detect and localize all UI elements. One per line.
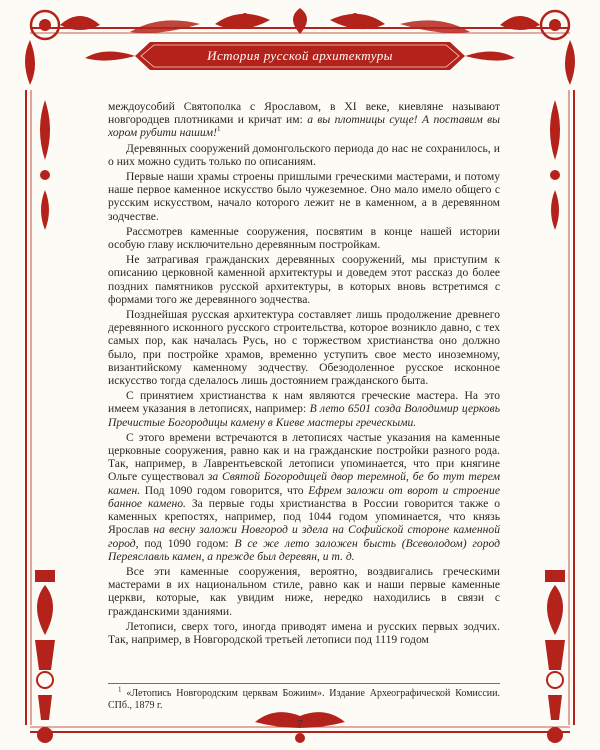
running-header-title: История русской архитектуры (207, 48, 393, 63)
paragraph: междоусобий Святополка с Ярославом, в XI веке, киевляне называют новгородцев плотниками и кричат им: а вы плотницы суще! А поставим вы хором рубити нашим!$^1$ (108, 100, 500, 140)
left-column-ornament (35, 100, 55, 720)
footnote (108, 683, 500, 712)
paragraph: Деревянных сооружений домонгольского периода до нас не сохранилось, и о них можно судить только по описаниям. (108, 141, 500, 168)
footnote-mark: 1 (118, 685, 122, 694)
top-crest-ornament (130, 8, 470, 34)
right-column-ornament (545, 100, 565, 720)
paragraph: С принятием христианства к нам являются греческие мастера. На это имеем указания в летописях, например: В лето 6501 созда Володимир церковь Пречистые Богородицы камену в Киеве мастеры греческыми. (108, 389, 500, 429)
paragraph: С этого времени встречаются в летописях частые указания на каменные церковные сооружения, равно как и на гражданские постройки разного рода. Так, например, в Лаврентьевской летописи упоминается, что при княгине Ольге существовал за Святой Богородицей двор теремной, бе бо тут терем камен. Под 1090 годом говорится, что Ефрем заложи от ворот и строение банное камено. За первые годы христианства в России говорится также о каменных крепостях, например, под 1044 годом упоминается, что князь Ярослав на весну заложи Новгород и здела на Софийской стороне каменной город, под 1090 годом: В се же лето заложен бысть (Всеволодом) город Переяславль камен, а прежде был деревян, и т. д. (108, 430, 501, 563)
footnote-text: «Летопись Новгородским церквам Божиим». Издание Археографической Комиссии. СПб., 1879 г. (108, 688, 500, 711)
page-number: 7 (297, 718, 303, 730)
paragraph: Позднейшая русская архитектура составляет лишь продолжение древнего деревянного исконного русского строительства, которое возникло давно, с тех самых пор, как началась Русь, но с торжеством христианства оно должно было, при постройке храмов, временно уступить свое место иноземному, византийскому каменному зодчеству. Обезодоленное русское исконное искусство тогда сделалось лишь достоянием гражданского быта. (108, 308, 500, 388)
main-text (108, 100, 500, 646)
paragraph: Первые наши храмы строены пришлыми греческими мастерами, и потому наше первое каменное искусство было чужеземное. Оно мало имело общего с русским искусством, начало которого лежит не в каменном, а в деревянном зодчестве. (108, 170, 500, 223)
footnote-reference: 1 (216, 125, 221, 134)
paragraph: Не затрагивая гражданских деревянных сооружений, мы приступим к описанию церковной каменной архитектуры и доведем этот рассказ до более поздних памятников русской архитектуры, в которых вновь встретимся с формами того же деревянного зодчества. (108, 253, 500, 306)
paragraph: Рассмотрев каменные сооружения, посвятим в конце нашей истории особую главу исключительно деревянным постройкам. (108, 224, 500, 252)
paragraph: Летописи, сверх того, иногда приводят имена и русских первых зодчих. Так, например, в Новгородской третьей летописи под 1119 годом (108, 619, 500, 646)
paragraph: Все эти каменные сооружения, вероятно, воздвигались греческими мастерами в их национальном стиле, равно как и наши первые каменные церкви, которые, как увидим ниже, нередко находились в связи с гражданскими зданиями. (108, 564, 500, 618)
